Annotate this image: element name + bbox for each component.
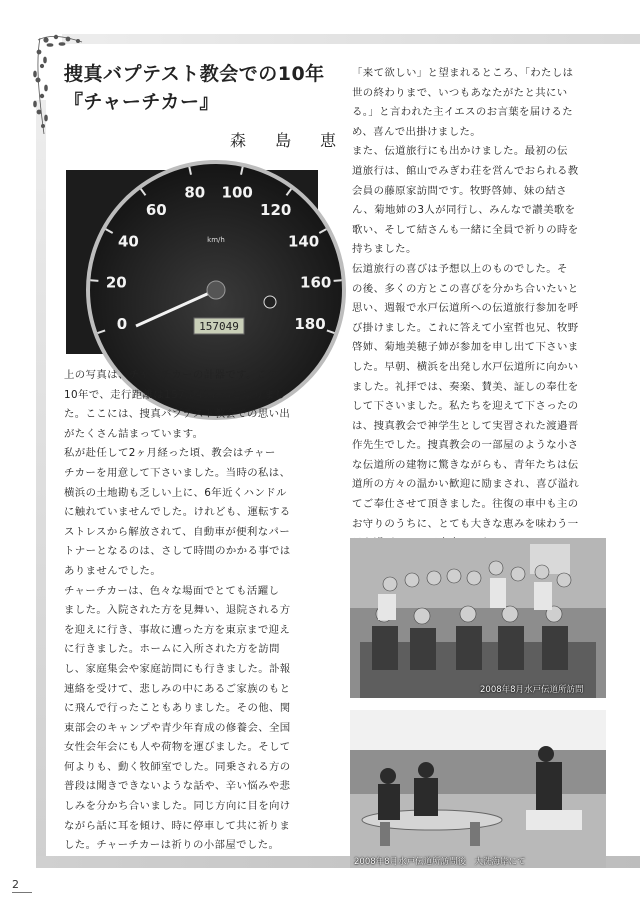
text-line: てご奉仕させて頂きました。往復の車中も主の [352, 498, 579, 511]
text-line: 思い、週報で水戸伝道所への伝道旅行参加を呼 [352, 302, 579, 315]
text-line: 上の写真は、チャーチカーの計器です。この [64, 369, 279, 381]
speedometer-tick-label: 160 [300, 273, 332, 292]
text-line: しみを分かち合いました。同じ方向に目を向け [64, 800, 291, 813]
text-line: 伝道旅行の喜びは予想以上のものでした。そ [352, 262, 568, 275]
text-line: チャーチカーは、色々な場面でとても活躍し [64, 584, 280, 597]
text-line: また、伝道旅行にも出かけました。最初の伝 [352, 145, 568, 158]
right-column-text [352, 64, 612, 554]
title-line-1: 捜真バプテスト教会での10年 [64, 63, 325, 85]
speedometer-photo [66, 170, 332, 354]
paragraph [352, 260, 612, 554]
text-line: トナーとなるのは、さして時間のかかる事では [64, 545, 291, 558]
paragraph [64, 582, 332, 856]
text-line: 啓姉、菊地美穂子姉が参加を申し出て下さいま [352, 341, 579, 354]
text-line: ストレスから解放されて、自動車が便利なパー [64, 525, 291, 538]
text-line: 東部会のキャンプや青少年育成の修養会、全国 [64, 721, 291, 734]
article-title [64, 60, 354, 116]
text-line: がたくさん詰まっています。 [64, 427, 204, 440]
text-line: した。早朝、横浜を出発し水戸伝道所に向かい [352, 360, 579, 373]
title-line-2: 『チャーチカー』 [64, 91, 220, 113]
speedometer-tick-label: 80 [184, 183, 206, 202]
text-line: チカーを用意して下さいました。当時の私は、 [64, 466, 291, 479]
text-line: 「来て欲しい」と望まれるところ、「わたしは [352, 67, 574, 79]
page-number-rule [12, 892, 32, 893]
text-line: は、捜真教会で神学生として実習された渡邉晋 [352, 419, 579, 432]
text-line: 持ちました。 [352, 243, 417, 256]
seaside-photo-caption: 2008年8月水戸伝道所訪問後 大洗海岸にて [354, 857, 526, 867]
text-line: ました。礼拝では、奏楽、賛美、証しの奉仕を [352, 380, 579, 393]
text-line: 連絡を受けて、悲しみの中にあるご家族のもと [64, 682, 291, 695]
text-line: ながら話に耳を傾け、時に停車して共に祈りま [64, 819, 291, 832]
speedometer-tick-mark [334, 280, 342, 281]
text-line: 私が赴任して2ヶ月経った頃、教会はチャー [64, 447, 276, 460]
text-line: な伝道所の建物に驚きながらも、青年たちは伝 [352, 458, 579, 471]
text-line: 道旅行は、館山でみぎわ荘を営んでおられる教 [352, 164, 579, 177]
text-line: 作先生でした。捜真教会の一部屋のような小さ [352, 439, 579, 452]
text-line: 道所の方々の温かい歓迎に励まされ、喜び溢れ [352, 478, 580, 491]
text-line: に触れていませんでした。けれども、運転する [64, 506, 291, 519]
speedometer-tick-label: 60 [145, 200, 167, 219]
text-line: に行きました。ホームに入所された方を訪問 [64, 643, 280, 656]
text-line: 会員の藤原家訪問です。牧野啓姉、妹の結さ [352, 184, 567, 197]
text-line: し、家庭集会や家庭訪問にも行きました。訃報 [64, 662, 291, 675]
speedometer-tick-label: 120 [260, 200, 292, 219]
paragraph [64, 444, 332, 581]
page-frame-top [62, 34, 640, 44]
text-line: ありませんでした。 [64, 564, 162, 577]
seaside-photo [350, 710, 606, 868]
text-line: を迎えに行き、事故に遭った方を東京まで迎え [64, 623, 291, 636]
speedometer-tick-label: 100 [221, 183, 253, 202]
page-frame-left [36, 100, 46, 860]
text-line: 横浜の土地勘も乏しい上に、6年近くハンドル [64, 486, 287, 499]
paragraph [352, 142, 612, 260]
text-line: 10年で、走行距離は157,049ｋｍとなりまし [64, 388, 286, 401]
text-line: して下さいました。私たちを迎えて下さったの [352, 400, 579, 413]
speedometer-tick-mark [90, 280, 98, 281]
text-line: ん、菊地姉の3人が同行し、みんなで讃美歌を [352, 204, 576, 217]
speedometer-tick-label: 20 [105, 273, 127, 292]
text-line: 世の終わりまで、いつもあなたがたと共にい [352, 86, 568, 99]
page-number: 2 [12, 878, 19, 891]
text-line: お守りのうちに、とても大きな恵みを味わう一 [352, 517, 579, 530]
text-line: に飛んで行ったこともありました。その他、関 [64, 702, 291, 715]
speedometer-tick-label: 140 [287, 232, 320, 251]
text-line: た。ここには、捜真バプテスト教会での思い出 [64, 408, 291, 421]
text-line: ました。入院された方を見舞い、退院される方 [64, 604, 291, 617]
speedometer-tick-label: 40 [117, 232, 139, 251]
speedometer-tick-label: 180 [294, 315, 326, 334]
text-line: 普段は聞きできないような話や、辛い悩みや悲 [64, 780, 291, 793]
group-photo [350, 538, 606, 698]
text-line: 女性会年会にも人や荷物を運びました。そして [64, 741, 291, 754]
text-line: め、喜んで出掛けました。 [352, 125, 482, 138]
speedometer-unit: km/h [207, 236, 225, 244]
text-line: した。チャーチカーは祈りの小部屋でした。 [64, 839, 280, 852]
text-line: 何よりも、動く牧師室でした。同乗される方の [64, 760, 291, 773]
group-photo-caption: 2008年8月水戸伝道所訪問 [480, 685, 584, 695]
text-line: び掛けました。これに答えて小室哲也兄、牧野 [352, 321, 579, 334]
left-column-text [64, 366, 332, 856]
text-line: の後、多くの方とこの喜びを分かち合いたいと [352, 282, 579, 295]
speedometer-tick-label: 0 [116, 315, 128, 334]
odometer-readout: 157049 [199, 320, 239, 333]
article-author: 森 島 恵 [230, 131, 349, 150]
paragraph [64, 366, 332, 444]
text-line: 歌い、そして結さんも一緒に全員で祈りの時を [352, 223, 579, 236]
paragraph [352, 64, 612, 142]
text-line: る。」と言われた主イエスのお言葉を届けるた [352, 106, 573, 119]
